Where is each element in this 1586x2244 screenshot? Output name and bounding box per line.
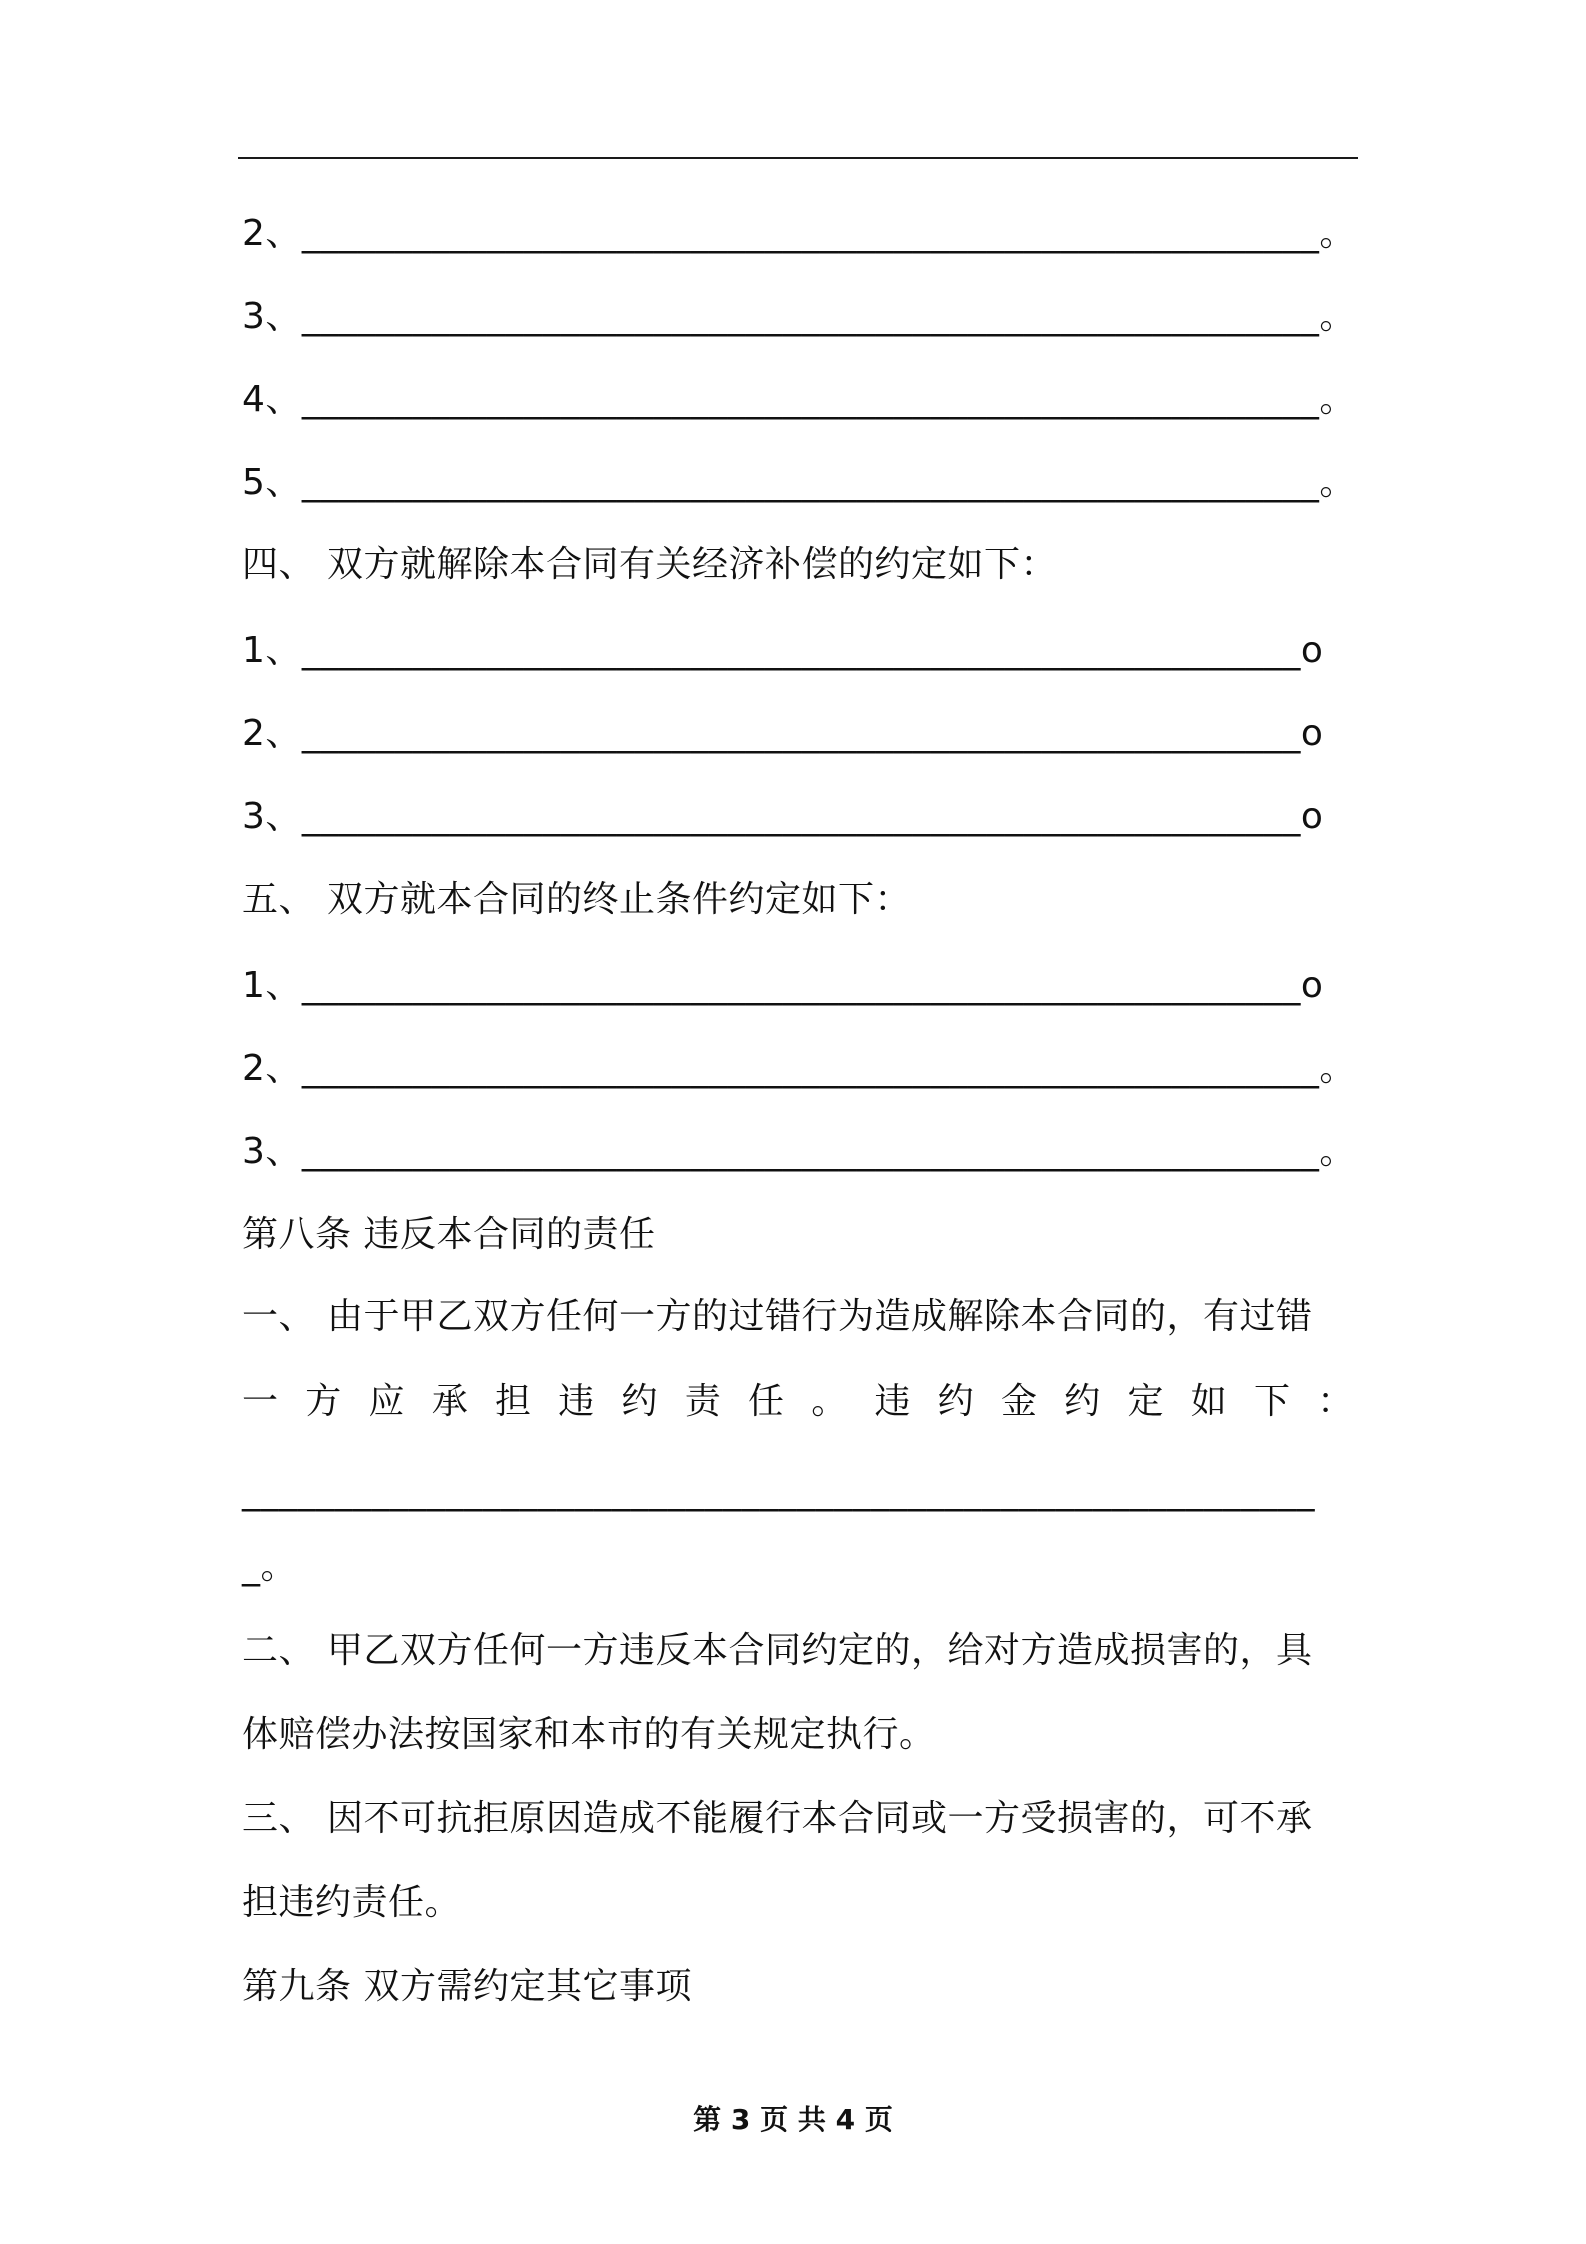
item-period: 。	[1319, 296, 1356, 337]
list-item	[242, 210, 1356, 258]
section-heading: 五、 双方就本合同的终止条件约定如下：	[242, 879, 911, 920]
article-heading: 第八条 违反本合同的责任	[242, 1214, 656, 1255]
clause-text: 一、 由于甲乙双方任何一方的过错行为造成解除本合同的，有过错	[242, 1296, 1313, 1337]
fill-in-blank[interactable]: ______________________________________________________	[301, 630, 1301, 671]
item-period: o	[1300, 796, 1324, 837]
list-item	[242, 293, 1356, 341]
fill-in-blank[interactable]: ______________________________________________________	[301, 796, 1301, 837]
item-period: 。	[1319, 462, 1356, 503]
clause-char: 违	[558, 1381, 595, 1422]
item-period: 。	[1319, 379, 1356, 420]
item-period: o	[1300, 965, 1324, 1006]
list-item	[242, 627, 1323, 675]
page-number: 第 3 页 共 4 页	[693, 2103, 893, 2136]
clause-char: 金	[1001, 1381, 1038, 1422]
item-number: 1、	[242, 965, 302, 1006]
clause-char: 承	[431, 1381, 469, 1422]
list-item	[242, 793, 1323, 841]
fill-in-blank[interactable]: _______________________________________________________	[301, 1131, 1320, 1172]
clause-char: 约	[1064, 1381, 1101, 1422]
fill-in-blank[interactable]: _______________________________________________________	[301, 213, 1320, 254]
item-number: 2、	[242, 713, 302, 754]
clause-char: 。	[811, 1381, 848, 1422]
item-period: 。	[1319, 1048, 1356, 1089]
clause-text: 体赔偿办法按国家和本市的有关规定执行。	[242, 1714, 936, 1755]
clause-text: 担违约责任。	[242, 1882, 462, 1923]
header-rule	[238, 157, 1358, 159]
item-period: 。	[1319, 1131, 1356, 1172]
fill-in-blank[interactable]: _______________________________________________________	[301, 379, 1320, 420]
item-number: 5、	[242, 462, 302, 503]
item-number: 3、	[242, 796, 302, 837]
section-heading: 四、 双方就解除本合同有关经济补偿的约定如下：	[242, 544, 1057, 585]
fill-in-blank[interactable]: ______________________________________________________	[301, 713, 1301, 754]
item-number: 4、	[242, 379, 302, 420]
clause-char: ：	[1317, 1381, 1354, 1422]
clause-text: 三、 因不可抗拒原因造成不能履行本合同或一方受损害的，可不承	[242, 1798, 1313, 1839]
clause-char: 一	[242, 1381, 279, 1422]
list-item	[242, 459, 1356, 507]
item-period: o	[1300, 630, 1324, 671]
clause-char: 如	[1190, 1381, 1228, 1422]
fill-in-blank-end: _。	[242, 1546, 298, 1587]
fill-in-blank[interactable]: _______________________________________________________	[301, 1048, 1320, 1089]
list-item	[242, 376, 1356, 424]
item-number: 3、	[242, 296, 302, 337]
fill-in-blank[interactable]: _______________________________________________________	[301, 296, 1320, 337]
item-period: o	[1300, 713, 1324, 754]
clause-char: 下	[1254, 1381, 1291, 1422]
fill-in-blank[interactable]: _______________________________________________________	[301, 462, 1320, 503]
clause-char: 方	[305, 1381, 342, 1422]
clause-char: 约	[621, 1381, 659, 1422]
clause-char: 违	[874, 1381, 912, 1422]
clause-char: 担	[495, 1381, 532, 1422]
fill-in-blank[interactable]: __________________________________________________________	[242, 1471, 1315, 1512]
clause-text: 二、 甲乙双方任何一方违反本合同约定的，给对方造成损害的，具	[242, 1630, 1313, 1671]
item-number: 3、	[242, 1131, 302, 1172]
fill-in-blank[interactable]: ______________________________________________________	[301, 965, 1301, 1006]
item-number: 2、	[242, 213, 302, 254]
item-number: 1、	[242, 630, 302, 671]
list-item	[242, 710, 1323, 758]
clause-char: 定	[1127, 1381, 1165, 1422]
clause-char: 责	[684, 1381, 722, 1422]
list-item	[242, 962, 1323, 1010]
clause-char: 约	[937, 1381, 975, 1422]
clause-char: 应	[368, 1381, 406, 1422]
list-item	[242, 1045, 1356, 1093]
clause-text-justified	[242, 1378, 1354, 1426]
item-number: 2、	[242, 1048, 302, 1089]
item-period: 。	[1319, 213, 1356, 254]
clause-char: 任	[748, 1381, 785, 1422]
article-heading: 第九条 双方需约定其它事项	[242, 1966, 692, 2007]
list-item	[242, 1128, 1356, 1176]
